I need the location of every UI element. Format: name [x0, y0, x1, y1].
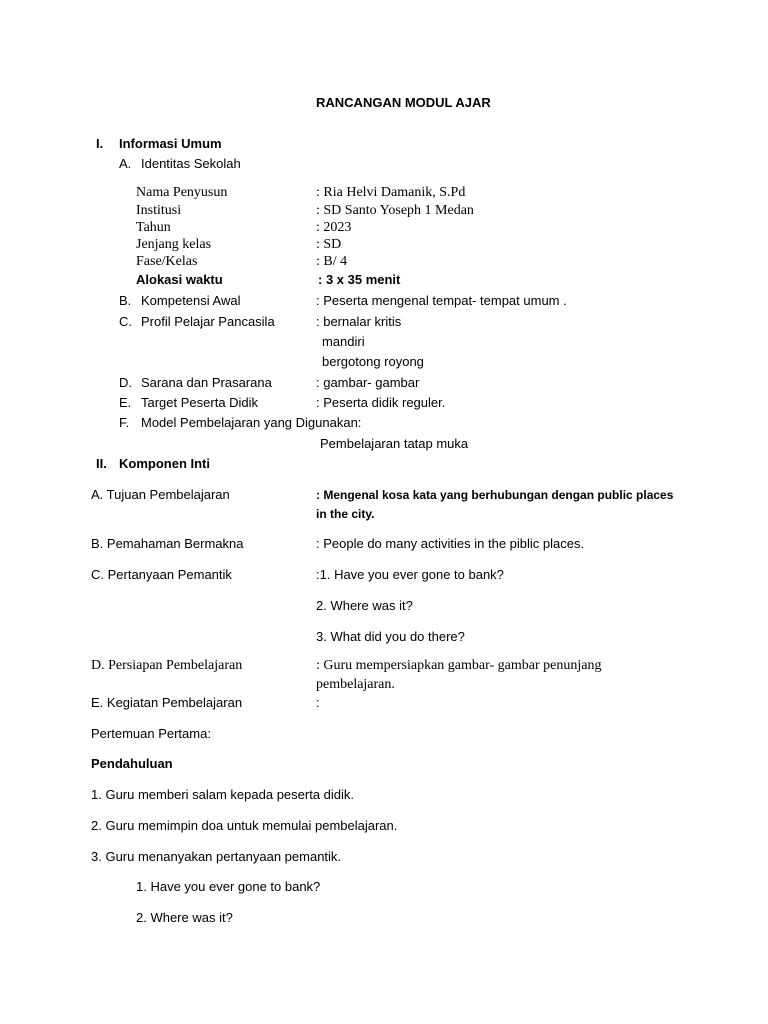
sub-f-value: Pembelajaran tatap muka — [320, 436, 469, 451]
alokasi-label: Alokasi waktu — [136, 272, 223, 287]
document-title: RANCANGAN MODUL AJAR — [316, 95, 491, 110]
sub-c-extra-2: bergotong royong — [322, 354, 424, 369]
pemahaman-value: : People do many activities in the piblic places. — [316, 536, 585, 551]
pemahaman-label: B. Pemahaman Bermakna — [91, 536, 244, 551]
sub-c-extra-1: mandiri — [322, 334, 365, 349]
sub-e-value: : Peserta didik reguler. — [316, 395, 446, 410]
section-1-number: I. — [96, 136, 104, 151]
step-item: 3. Guru menanyakan pertanyaan pemantik. — [91, 849, 342, 864]
tujuan-value-1: : Mengenal kosa kata yang berhubungan dengan public places — [316, 488, 674, 502]
pertanyaan-q3: 3. What did you do there? — [316, 629, 465, 644]
identity-value: : SD Santo Yoseph 1 Medan — [316, 203, 474, 218]
kegiatan-label: E. Kegiatan Pembelajaran — [91, 695, 243, 710]
sub-question-item: 1. Have you ever gone to bank? — [136, 879, 321, 894]
sub-c-value: : bernalar kritis — [316, 314, 402, 329]
pendahuluan-heading: Pendahuluan — [91, 756, 173, 771]
section-2-heading: Komponen Inti — [119, 456, 210, 471]
kegiatan-value: : — [316, 695, 320, 710]
identity-label: Tahun — [136, 220, 171, 235]
identity-label: Institusi — [136, 203, 182, 218]
identity-value: : 2023 — [316, 220, 352, 235]
sub-c-letter: C. — [119, 314, 132, 329]
sub-a-letter: A. — [119, 156, 132, 171]
tujuan-label: A. Tujuan Pembelajaran — [91, 487, 230, 502]
identity-value: : Ria Helvi Damanik, S.Pd — [316, 185, 466, 200]
step-item: 2. Guru memimpin doa untuk memulai pembelajaran. — [91, 818, 398, 833]
sub-d-value: : gambar- gambar — [316, 375, 420, 390]
pertanyaan-q1: :1. Have you ever gone to bank? — [316, 567, 504, 582]
sub-b-value: : Peserta mengenal tempat- tempat umum . — [316, 293, 567, 308]
identity-label: Jenjang kelas — [136, 237, 212, 252]
persiapan-value-2: pembelajaran. — [316, 677, 395, 692]
identity-value: : B/ 4 — [316, 254, 348, 269]
sub-b-label: Kompetensi Awal — [141, 293, 241, 308]
persiapan-value-1: : Guru mempersiapkan gambar- gambar penunjang — [316, 658, 602, 673]
section-1-heading: Informasi Umum — [119, 136, 222, 151]
sub-d-letter: D. — [119, 375, 132, 390]
alokasi-value: : 3 x 35 menit — [318, 272, 401, 287]
identity-value: : SD — [316, 237, 342, 252]
pertanyaan-q2: 2. Where was it? — [316, 598, 413, 613]
persiapan-label: D. Persiapan Pembelajaran — [91, 658, 243, 673]
sub-f-label: Model Pembelajaran yang Digunakan: — [141, 415, 362, 430]
identity-label: Fase/Kelas — [136, 254, 198, 269]
sub-f-letter: F. — [119, 415, 130, 430]
step-item: 1. Guru memberi salam kepada peserta didik. — [91, 787, 355, 802]
sub-a-label: Identitas Sekolah — [141, 156, 241, 171]
sub-question-item: 2. Where was it? — [136, 910, 233, 925]
identity-label: Nama Penyusun — [136, 185, 228, 200]
sub-b-letter: B. — [119, 293, 132, 308]
sub-d-label: Sarana dan Prasarana — [141, 375, 272, 390]
section-2-number: II. — [96, 456, 107, 471]
sub-e-letter: E. — [119, 395, 132, 410]
sub-e-label: Target Peserta Didik — [141, 395, 259, 410]
pertemuan-heading: Pertemuan Pertama: — [91, 726, 211, 741]
pertanyaan-label: C. Pertanyaan Pemantik — [91, 567, 232, 582]
tujuan-value-2: in the city. — [316, 507, 375, 521]
sub-c-label: Profil Pelajar Pancasila — [141, 314, 275, 329]
